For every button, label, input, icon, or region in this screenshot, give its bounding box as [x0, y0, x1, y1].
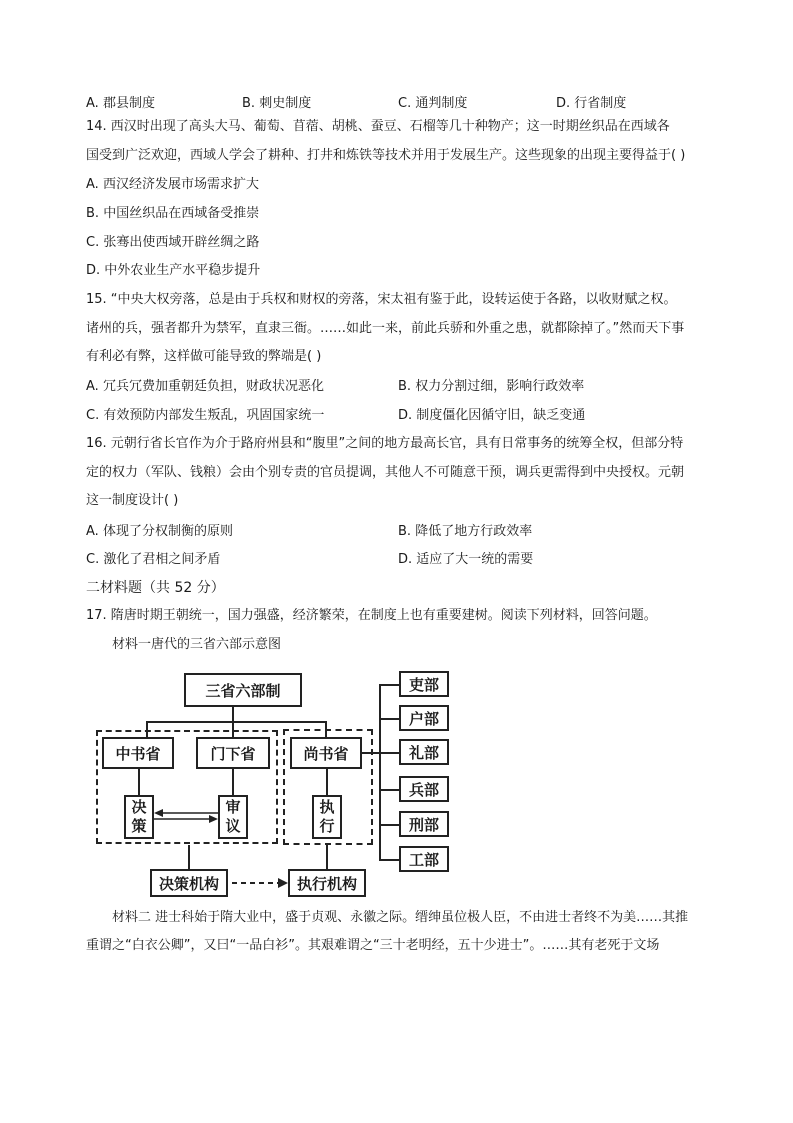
connector [379, 752, 399, 754]
q15-option-a: A. 冗兵冗费加重朝廷负担，财政状况恶化 [86, 379, 324, 394]
connector [188, 845, 190, 869]
ministry-li-rites: 礼部 [399, 739, 449, 765]
q16-stem-line3: 这一制度设计( ) [86, 493, 179, 508]
connector [379, 684, 381, 860]
connector [232, 707, 234, 722]
execution-organ-box: 执行机构 [288, 869, 366, 897]
q16-option-c: C. 激化了君相之间矛盾 [86, 552, 221, 567]
material1-title: 材料一唐代的三省六部示意图 [112, 637, 282, 652]
q16-stem-line1: 16. 元朝行省长官作为介于路府州县和“腹里”之间的地方最高长官，具有日常事务的统筹全权，但部分特 [86, 436, 684, 451]
diagram-top-box: 三省六部制 [184, 673, 302, 707]
juece-box: 决 策 [124, 795, 154, 839]
connector [379, 789, 399, 791]
q14-option-a: A. 西汉经济发展市场需求扩大 [86, 177, 259, 192]
shangshu-box: 尚书省 [290, 737, 362, 769]
q15-option-c: C. 有效预防内部发生叛乱，巩固国家统一 [86, 408, 325, 423]
q13-option-c: C. 通判制度 [398, 96, 468, 111]
q15-stem-line3: 有利必有弊，这样做可能导致的弊端是( ) [86, 349, 322, 364]
q17-stem: 17. 隋唐时期王朝统一，国力强盛，经济繁荣，在制度上也有重要建树。阅读下列材料，回答问题。 [86, 608, 657, 623]
q14-stem-line1: 14. 西汉时出现了高头大马、葡萄、苜蓿、胡桃、蚕豆、石榴等几十种物产；这一时期丝织品在西域各 [86, 119, 670, 134]
q14-option-b: B. 中国丝织品在西域备受推崇 [86, 206, 260, 221]
ministry-xing: 刑部 [399, 811, 449, 837]
q15-stem-line2: 诸州的兵，强者都升为禁军，直隶三衙。……如此一来，前此兵骄和外重之患，就都除掉了。”然而天下事 [86, 321, 685, 336]
connector [379, 684, 399, 686]
connector [326, 845, 328, 869]
decision-organ-box: 决策机构 [150, 869, 228, 897]
zhixing-box: 执 行 [312, 795, 342, 839]
shenyi-box: 审 议 [218, 795, 248, 839]
connector [326, 769, 328, 795]
q14-option-c: C. 张骞出使西域开辟丝绸之路 [86, 235, 260, 250]
q15-stem-line1: 15. “中央大权旁落，总是由于兵权和财权的旁落，宋太祖有鉴于此，设转运使于各路，以收财赋之权。 [86, 292, 677, 307]
q16-option-b: B. 降低了地方行政效率 [398, 524, 533, 539]
q15-option-b: B. 权力分割过细，影响行政效率 [398, 379, 585, 394]
connector [379, 718, 399, 720]
menxia-box: 门下省 [196, 737, 270, 769]
q16-option-d: D. 适应了大一统的需要 [398, 552, 534, 567]
material2-line1: 材料二 进士科始于隋大业中，盛于贞观、永徽之际。缙绅虽位极人臣，不由进士者终不为美……其推 [112, 910, 689, 925]
dashed-arrow-icon [228, 876, 288, 890]
ministry-hu: 户部 [399, 705, 449, 731]
ministry-li-personnel: 吏部 [399, 671, 449, 697]
connector [232, 769, 234, 795]
zhongshu-box: 中书省 [102, 737, 174, 769]
q13-option-b: B. 刺史制度 [242, 96, 312, 111]
q16-stem-line2: 定的权力（军队、钱粮）会由个别专责的官员提调，其他人不可随意干预，调兵更需得到中央授权。元朝 [86, 465, 685, 480]
material2-line2: 重谓之“白衣公卿”，又曰“一品白衫”。其艰难谓之“三十老明经，五十少进士”。……其有老死于文场 [86, 938, 660, 953]
ministry-gong: 工部 [399, 846, 449, 872]
q14-stem-line2: 国受到广泛欢迎，西域人学会了耕种、打井和炼铁等技术并用于发展生产。这些现象的出现主要得益于( ) [86, 148, 686, 163]
bidirectional-arrow-icon [154, 808, 218, 824]
connector [379, 859, 399, 861]
connector [138, 769, 140, 795]
q13-option-a: A. 郡县制度 [86, 96, 155, 111]
connector [362, 752, 380, 754]
ministry-bing: 兵部 [399, 776, 449, 802]
q15-option-d: D. 制度僵化因循守旧，缺乏变通 [398, 408, 586, 423]
connector [146, 721, 326, 723]
section-heading: 二材料题（共 52 分） [86, 580, 225, 596]
connector [379, 824, 399, 826]
q13-option-d: D. 行省制度 [556, 96, 627, 111]
q14-option-d: D. 中外农业生产水平稳步提升 [86, 263, 261, 278]
q16-option-a: A. 体现了分权制衡的原则 [86, 524, 233, 539]
